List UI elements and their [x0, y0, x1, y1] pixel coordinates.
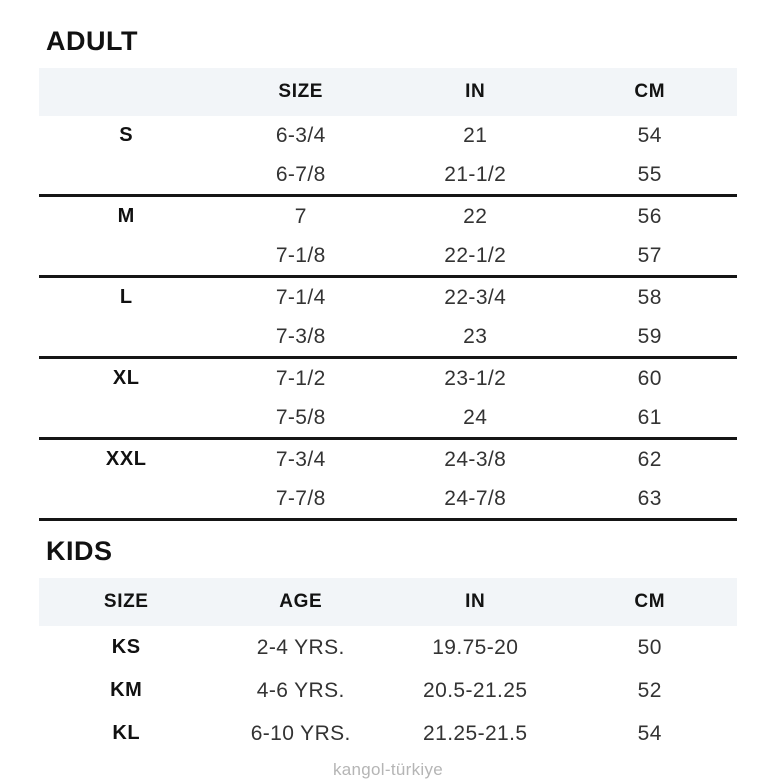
adult-cell-cm: 62 [637, 447, 662, 471]
adult-cell-cm: 58 [637, 285, 662, 309]
table-row [39, 398, 737, 437]
adult-cell-size: 7-1/4 [275, 285, 326, 309]
adult-cell-in: 22 [463, 204, 488, 228]
adult-row-label: S [119, 124, 134, 146]
adult-table-header-row [39, 68, 737, 116]
adult-cell-size: 7-1/8 [275, 243, 326, 267]
adult-cell-cm: 59 [637, 324, 662, 348]
adult-cell-in: 21-1/2 [444, 162, 507, 186]
kids-cell-cm: 50 [637, 635, 662, 659]
adult-cell-cm: 61 [637, 405, 662, 429]
table-row [39, 440, 737, 479]
adult-header-in: IN [465, 81, 486, 102]
kids-header-cm: CM [634, 591, 666, 612]
adult-cell-in: 24 [463, 405, 488, 429]
adult-cell-in: 23-1/2 [444, 366, 507, 390]
adult-row-label: XXL [105, 448, 147, 470]
adult-cell-size: 7-3/8 [275, 324, 326, 348]
kids-cell-cm: 52 [637, 678, 662, 702]
kids-cell-size: KS [111, 636, 141, 658]
adult-cell-in: 24-3/8 [444, 447, 507, 471]
adult-size-group-xxl [39, 440, 737, 521]
table-row [39, 116, 737, 155]
kids-size-table [39, 578, 737, 755]
adult-size-table [39, 68, 737, 521]
kids-cell-cm: 54 [637, 721, 662, 745]
adult-cell-cm: 55 [637, 162, 662, 186]
adult-size-group-m [39, 197, 737, 278]
adult-cell-in: 23 [463, 324, 488, 348]
adult-cell-cm: 57 [637, 243, 662, 267]
kids-cell-in: 19.75-20 [432, 635, 519, 659]
adult-cell-cm: 54 [637, 123, 662, 147]
kids-cell-size: KL [112, 722, 141, 744]
kids-section-title: KIDS [46, 536, 113, 566]
adult-cell-in: 22-1/2 [444, 243, 507, 267]
adult-cell-size: 6-7/8 [275, 162, 326, 186]
table-row [39, 669, 737, 712]
adult-cell-size: 6-3/4 [275, 123, 326, 147]
adult-cell-size: 7-3/4 [275, 447, 326, 471]
table-row [39, 155, 737, 194]
adult-cell-cm: 56 [637, 204, 662, 228]
table-row [39, 236, 737, 275]
kids-table-header-row [39, 578, 737, 626]
adult-header-cm: CM [634, 81, 666, 102]
adult-cell-size: 7-1/2 [275, 366, 326, 390]
kids-cell-age: 4-6 YRS. [256, 678, 345, 702]
table-row [39, 626, 737, 669]
kids-cell-age: 6-10 YRS. [250, 721, 351, 745]
kids-cell-in: 21.25-21.5 [423, 721, 528, 745]
adult-section-title: ADULT [46, 26, 138, 56]
kids-header-in: IN [465, 591, 486, 612]
adult-cell-cm: 63 [637, 486, 662, 510]
adult-cell-size: 7 [294, 204, 307, 228]
adult-row-label: L [119, 286, 133, 308]
table-row [39, 359, 737, 398]
kids-header-age: AGE [279, 591, 323, 612]
site-watermark: kangol-türkiye [332, 760, 444, 779]
adult-cell-size: 7-7/8 [275, 486, 326, 510]
kids-cell-in: 20.5-21.25 [423, 678, 528, 702]
adult-cell-in: 22-3/4 [444, 285, 507, 309]
kids-cell-size: KM [110, 679, 143, 701]
adult-cell-size: 7-5/8 [275, 405, 326, 429]
table-row [39, 197, 737, 236]
table-row [39, 712, 737, 755]
adult-cell-in: 24-7/8 [444, 486, 507, 510]
table-row [39, 317, 737, 356]
table-row [39, 278, 737, 317]
adult-size-group-s [39, 116, 737, 197]
table-row [39, 479, 737, 518]
adult-row-label: M [117, 205, 135, 227]
adult-header-size: SIZE [278, 81, 324, 102]
adult-row-label: XL [112, 367, 140, 389]
adult-cell-cm: 60 [637, 366, 662, 390]
adult-size-group-l [39, 278, 737, 359]
adult-cell-in: 21 [463, 123, 488, 147]
kids-header-size: SIZE [103, 591, 149, 612]
adult-size-group-xl [39, 359, 737, 440]
kids-cell-age: 2-4 YRS. [256, 635, 345, 659]
